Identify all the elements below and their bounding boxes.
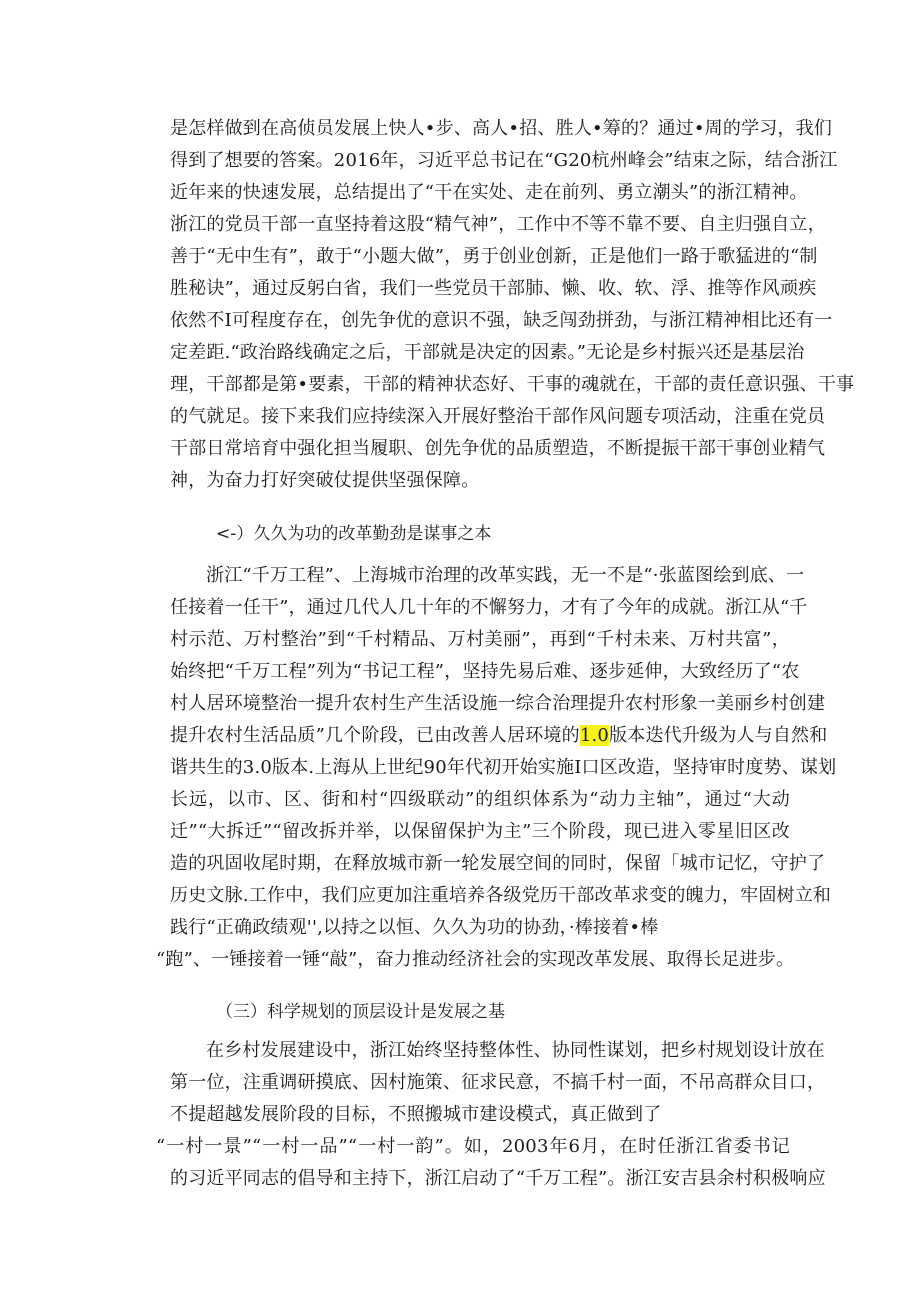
text-line: 造的巩固收尾时期，在释放城市新一轮发展空间的同时，保留「城市记忆，守护了: [170, 853, 826, 874]
text-segment: 版本迭代升级为人与自然和: [609, 725, 828, 746]
text-line: 是怎样做到在高侦员发展上快人•步、高人•招、胜人•筹的？通过•周的学习，我们: [170, 118, 833, 139]
section-heading-2: <-）久久为功的改革勤劲是谋事之本: [216, 524, 492, 544]
text-line: 神，为奋力打好突破仗提供坚强保障。: [170, 470, 480, 491]
text-line: 村人居环境整治一提升农村生产生活设施一综合治理提升农村形象一美丽乡村创建: [170, 693, 826, 714]
text-line: 依然不I可程度存在，创先争优的意识不强，缺乏闯劲拼劲，与浙江精神相比还有一: [170, 310, 833, 331]
text-line: 胜秘诀”，通过反躬白省，我们一些党员干部肺、懒、收、软、浮、推等作风顽疾: [170, 278, 817, 299]
text-line: 在乡村发展建设中，浙江始终坚持整体性、协同性谋划，把乡村规划设计放在: [206, 1040, 825, 1061]
text-line: 善于“无中生有”，敢于“小题大做”，勇于创业创新，正是他们一路于歌猛进的“制: [170, 246, 818, 267]
paragraph-1: [170, 113, 855, 497]
text-line: 干部日常培育中强化担当履职、创先争优的品质塑造，不断提振干部干事创业精气: [170, 438, 826, 459]
text-line: 谐共生的3.0版本.上海从上世纪90年代初开始实施I口区改造，坚持审时度势、谋划: [170, 757, 837, 778]
text-line: 浙江的党员干部一直坚持着这股“精气神”，工作中不等不靠不要、自主归强自立，: [170, 214, 826, 235]
text-line: 长远，以市、区、街和村“四级联动”的组织体系为“动力主轴”，通过“大动: [170, 789, 790, 810]
text-line: 不提超越发展阶段的目标，不照搬城市建设模式，真正做到了: [170, 1104, 662, 1125]
text-line: 得到了想要的答案。2016年，习近平总书记在“G20杭州峰会”结束之际，结合浙江: [170, 150, 838, 171]
paragraph-3: [156, 1035, 826, 1195]
text-line: 始终把“千万工程”列为“书记工程”，坚持先易后难、逐步延伸，大致经历了“农: [170, 661, 800, 682]
text-line: 历史文脉.工作中，我们应更加注重培养各级党历干部改革求变的魄力，牢固树立和: [170, 885, 832, 906]
text-line: 浙江“千万工程”、上海城市治理的改革实践，无一不是“·张蓝图绘到底、一: [206, 565, 805, 586]
section-heading-3: （三）科学规划的顶层设计是发展之基: [216, 1002, 505, 1022]
text-line: 第一位，注重调研摸底、因村施策、征求民意，不搞千村一面，不吊高群众目口，: [170, 1072, 826, 1093]
text-line: 的习近平同志的倡导和主持下，浙江启动了“千万工程”。浙江安吉县余村积极响应: [170, 1168, 826, 1189]
text-line: 理，干部都是第•要素，干部的精神状态好、干事的魂就在，干部的责任意识强、干事: [170, 374, 855, 395]
paragraph-2: [156, 560, 837, 976]
text-line: “跑”、一锤接着一锤“敲”，奋力推动经济社会的实现改革发展、取得长足进步。: [156, 949, 795, 970]
text-line: 定差距.“政治路线确定之后，干部就是决定的因素。”无论是乡村振兴还是基层治: [170, 342, 805, 363]
text-line: 近年来的快速发展，总结提出了“干在实处、走在前列、勇立潮头”的浙江精神。: [170, 182, 808, 203]
highlighted-text: 1.0: [579, 725, 610, 746]
text-line: 的气就足。接下来我们应持续深入开展好整治干部作风问题专项活动，注重在党员: [170, 406, 826, 427]
text-line: 迁”“大拆迁”“留改拆并举，以保留保护为主”三个阶段，现已进入零星旧区改: [170, 821, 790, 842]
text-line: 任接着一任干”，通过几代人几十年的不懈努力，才有了今年的成就。浙江从“千: [170, 597, 808, 618]
text-segment: 提升农村生活品质”几个阶段，已由改善人居环境的: [170, 725, 580, 746]
text-line-with-highlight: [170, 720, 828, 752]
text-line: 村示范、万村整治”到“千村精品、万村美丽”，再到“千村未来、万村共富”，: [170, 629, 790, 650]
text-line: 践行“正确政绩观'',以持之以恒、久久为功的协劲，·棒接着•棒: [170, 917, 659, 938]
text-line: “一村一景”“一村一品”“一村一韵”。如，2003年6月，在时任浙江省委书记: [156, 1136, 790, 1157]
